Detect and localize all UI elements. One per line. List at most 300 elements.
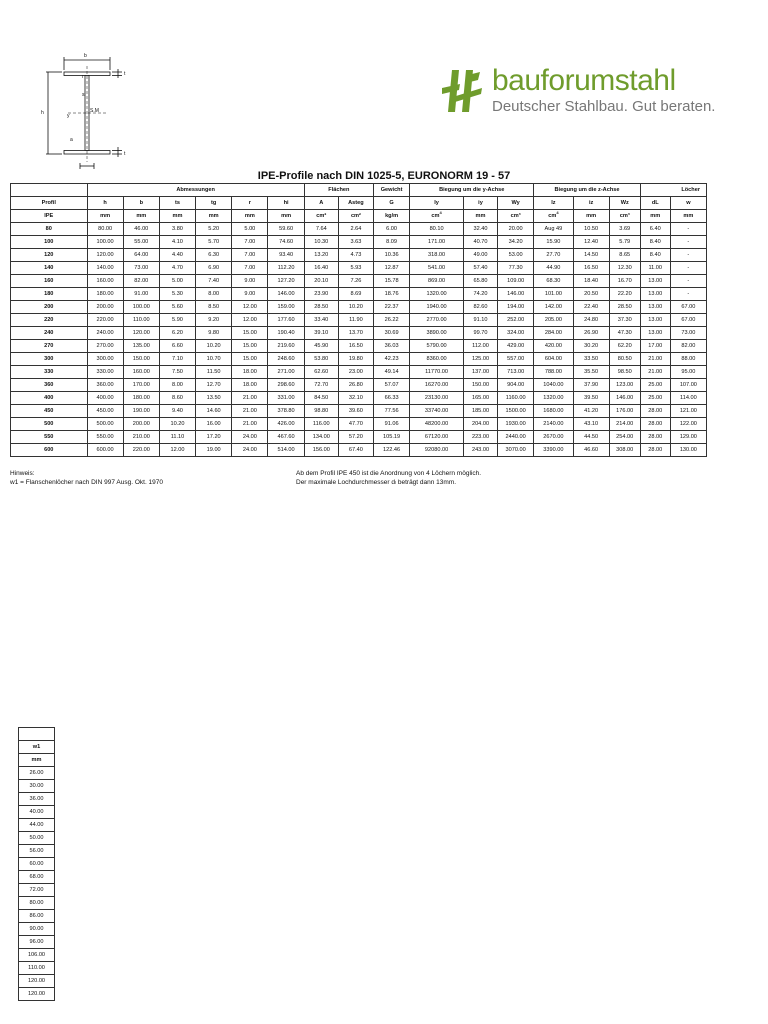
table-cell: 7.40: [196, 275, 232, 288]
w1-table-blank: [19, 728, 55, 741]
table-cell: 205.00: [534, 314, 573, 327]
table-cell: 500.00: [87, 418, 123, 431]
table-cell: 46.00: [123, 223, 159, 236]
table-cell: 10.30: [304, 236, 338, 249]
table-cell: 3070.00: [498, 444, 534, 457]
table-cell: 180.00: [123, 392, 159, 405]
table-cell: 3.69: [609, 223, 640, 236]
profile-name-cell: 270: [11, 340, 88, 353]
table-cell: 95.00: [670, 366, 706, 379]
table-cell: 101.00: [534, 288, 573, 301]
table-cell: 300.00: [87, 353, 123, 366]
table-cell: 9.00: [232, 275, 268, 288]
profile-name-cell: 160: [11, 275, 88, 288]
table-cell: 28.50: [609, 301, 640, 314]
table-cell: 72.70: [304, 379, 338, 392]
label-t-top: t: [124, 71, 126, 77]
table-cell: 57.20: [338, 431, 373, 444]
table-cell: 514.00: [268, 444, 304, 457]
table-cell: 9.40: [159, 405, 195, 418]
table-cell: 27.70: [534, 249, 573, 262]
table-cell: 14.50: [573, 249, 609, 262]
table-cell: 6.90: [196, 262, 232, 275]
table-cell: 35.50: [573, 366, 609, 379]
table-cell: 1160.00: [498, 392, 534, 405]
label-h: h: [41, 110, 44, 116]
table-cell: 330.00: [87, 366, 123, 379]
table-cell: 2.64: [338, 223, 373, 236]
table-cell: 150.00: [123, 353, 159, 366]
unit-text: mm: [683, 212, 694, 219]
table-cell: 146.00: [498, 288, 534, 301]
table-cell: 18.00: [232, 366, 268, 379]
table-cell: 18.40: [573, 275, 609, 288]
table-cell: 156.00: [304, 444, 338, 457]
table-cell: 243.00: [463, 444, 497, 457]
table-cell: 7.64: [304, 223, 338, 236]
table-cell: 91.10: [463, 314, 497, 327]
profile-name-cell: 400: [11, 392, 88, 405]
column-header: G: [374, 197, 410, 210]
table-cell: 190.00: [123, 405, 159, 418]
table-cell: 19.00: [196, 444, 232, 457]
table-row: [11, 327, 707, 340]
unit-cell: [11, 210, 88, 223]
column-header: tg: [196, 197, 232, 210]
table-cell: 57.40: [463, 262, 497, 275]
table-cell: 15.00: [232, 340, 268, 353]
table-cell: 7.50: [159, 366, 195, 379]
table-cell: 6.60: [159, 340, 195, 353]
table-cell: 24.80: [573, 314, 609, 327]
label-a: a: [70, 137, 73, 143]
table-cell: 21.00: [232, 392, 268, 405]
table-cell: 28.00: [640, 405, 670, 418]
group-header-blank: [11, 184, 88, 197]
table-cell: 64.00: [123, 249, 159, 262]
profile-name-cell: 140: [11, 262, 88, 275]
table-cell: 5.79: [609, 236, 640, 249]
table-cell: 21.00: [232, 418, 268, 431]
profile-name-cell: 100: [11, 236, 88, 249]
table-cell: 62.20: [609, 340, 640, 353]
table-cell: 429.00: [498, 340, 534, 353]
table-cell: 11.10: [159, 431, 195, 444]
table-cell: 1320.00: [410, 288, 464, 301]
unit-cell: [498, 210, 534, 223]
table-row: [11, 223, 707, 236]
table-cell: 6.00: [374, 223, 410, 236]
table-cell: 62.60: [304, 366, 338, 379]
w1-value: 36.00: [19, 793, 55, 806]
table-cell: 10.20: [338, 301, 373, 314]
label-s: s: [82, 92, 85, 98]
unit-cell: [196, 210, 232, 223]
table-cell: 4.40: [159, 249, 195, 262]
table-cell: 112.00: [463, 340, 497, 353]
table-cell: 378.80: [268, 405, 304, 418]
table-cell: 10.20: [196, 340, 232, 353]
table-cell: -: [670, 275, 706, 288]
table-cell: 220.00: [123, 444, 159, 457]
table-cell: 23.00: [338, 366, 373, 379]
w1-row: [19, 832, 55, 845]
table-cell: 271.00: [268, 366, 304, 379]
table-row: [11, 418, 707, 431]
unit-text: mm: [100, 212, 111, 219]
table-cell: 165.00: [463, 392, 497, 405]
label-b: b: [84, 53, 87, 59]
w1-row: [19, 962, 55, 975]
table-cell: 20.00: [498, 223, 534, 236]
w1-value: 26.00: [19, 767, 55, 780]
table-cell: 15.00: [232, 353, 268, 366]
table-cell: 21.00: [232, 405, 268, 418]
column-header: dL: [640, 197, 670, 210]
profile-name-cell: 550: [11, 431, 88, 444]
table-cell: 12.87: [374, 262, 410, 275]
unit-superscript: 4: [556, 209, 559, 215]
table-cell: -: [670, 249, 706, 262]
table-row: [11, 314, 707, 327]
table-cell: 13.00: [640, 327, 670, 340]
unit-text: mm: [650, 212, 661, 219]
table-cell: 22.40: [573, 301, 609, 314]
table-cell: 6.20: [159, 327, 195, 340]
group-header-biegung-y: Biegung um die y-Achse: [410, 184, 534, 197]
table-cell: 170.00: [123, 379, 159, 392]
w1-row: [19, 910, 55, 923]
table-cell: 67.40: [338, 444, 373, 457]
table-cell: 13.70: [338, 327, 373, 340]
table-cell: 129.00: [670, 431, 706, 444]
table-cell: 7.00: [232, 262, 268, 275]
table-cell: 214.00: [609, 418, 640, 431]
column-header: iz: [573, 197, 609, 210]
table-cell: 30.20: [573, 340, 609, 353]
unit-text: cm³: [510, 212, 521, 219]
table-cell: 254.00: [609, 431, 640, 444]
table-cell: 73.00: [670, 327, 706, 340]
table-cell: 18.76: [374, 288, 410, 301]
w1-row: [19, 858, 55, 871]
table-cell: 77.56: [374, 405, 410, 418]
table-cell: 47.70: [338, 418, 373, 431]
table-cell: 20.10: [304, 275, 338, 288]
table-cell: Aug 49: [534, 223, 573, 236]
unit-cell: [232, 210, 268, 223]
w1-value: 120.00: [19, 988, 55, 1001]
table-cell: 9.80: [196, 327, 232, 340]
table-cell: 127.20: [268, 275, 304, 288]
w1-value: 44.00: [19, 819, 55, 832]
table-cell: 25.00: [640, 379, 670, 392]
table-cell: 12.00: [232, 301, 268, 314]
table-cell: 8.50: [196, 301, 232, 314]
table-cell: 6.40: [640, 223, 670, 236]
table-cell: 15.78: [374, 275, 410, 288]
column-header: ts: [159, 197, 195, 210]
table-cell: 450.00: [87, 405, 123, 418]
unit-cell: [410, 210, 464, 223]
table-cell: 48200.00: [410, 418, 464, 431]
profile-name-cell: 330: [11, 366, 88, 379]
table-cell: 32.40: [463, 223, 497, 236]
table-cell: 112.20: [268, 262, 304, 275]
table-cell: 121.00: [670, 405, 706, 418]
table-cell: 67.00: [670, 314, 706, 327]
table-cell: 25.00: [640, 392, 670, 405]
table-cell: 82.00: [670, 340, 706, 353]
table-cell: 3390.00: [534, 444, 573, 457]
w1-header: w1: [19, 741, 55, 754]
table-cell: 14.60: [196, 405, 232, 418]
w1-row: [19, 949, 55, 962]
table-cell: 24.00: [232, 431, 268, 444]
table-cell: 5.93: [338, 262, 373, 275]
label-y: y: [67, 113, 70, 119]
profile-name-cell: 240: [11, 327, 88, 340]
table-cell: 400.00: [87, 392, 123, 405]
table-cell: 8.00: [196, 288, 232, 301]
table-cell: 219.60: [268, 340, 304, 353]
table-cell: -: [670, 288, 706, 301]
table-cell: 4.70: [159, 262, 195, 275]
w1-value: 56.00: [19, 845, 55, 858]
table-cell: 84.50: [304, 392, 338, 405]
table-cell: 66.33: [374, 392, 410, 405]
table-cell: 67.00: [670, 301, 706, 314]
table-cell: 98.50: [609, 366, 640, 379]
profile-name-cell: 80: [11, 223, 88, 236]
w1-row: [19, 897, 55, 910]
table-cell: 107.00: [670, 379, 706, 392]
table-cell: 16.50: [573, 262, 609, 275]
table-cell: 67120.00: [410, 431, 464, 444]
table-cell: 33740.00: [410, 405, 464, 418]
unit-text: IPE: [44, 212, 54, 219]
table-cell: 240.00: [87, 327, 123, 340]
table-cell: 37.90: [573, 379, 609, 392]
table-cell: 135.00: [123, 340, 159, 353]
table-cell: 13.00: [640, 301, 670, 314]
table-cell: 4.10: [159, 236, 195, 249]
table-cell: 125.00: [463, 353, 497, 366]
table-cell: 109.00: [498, 275, 534, 288]
table-cell: 9.20: [196, 314, 232, 327]
table-cell: 44.90: [534, 262, 573, 275]
w1-value: 30.00: [19, 780, 55, 793]
table-cell: 18.00: [232, 379, 268, 392]
table-cell: 110.00: [123, 314, 159, 327]
table-cell: 1680.00: [534, 405, 573, 418]
unit-text: kg/m: [385, 212, 399, 219]
note-max-diameter: Der maximale Lochdurchmesser dₗ beträgt dann 13mm.: [296, 479, 457, 486]
unit-text: mm: [208, 212, 219, 219]
table-cell: 82.00: [123, 275, 159, 288]
group-header-biegung-z: Biegung um die z-Achse: [534, 184, 641, 197]
table-cell: 100.00: [87, 236, 123, 249]
table-cell: 24.00: [232, 444, 268, 457]
table-cell: 2440.00: [498, 431, 534, 444]
table-cell: 16.70: [609, 275, 640, 288]
table-cell: 4.73: [338, 249, 373, 262]
table-cell: 176.00: [609, 405, 640, 418]
table-cell: 91.00: [123, 288, 159, 301]
column-header: Iz: [534, 197, 573, 210]
table-cell: 92080.00: [410, 444, 464, 457]
table-cell: 1930.00: [498, 418, 534, 431]
label-sm: S.M: [90, 108, 99, 114]
table-cell: 1040.00: [534, 379, 573, 392]
w1-row: [19, 819, 55, 832]
table-cell: 114.00: [670, 392, 706, 405]
table-cell: 146.00: [268, 288, 304, 301]
note-4-holes: Ab dem Profil IPE 450 ist die Anordnung von 4 Löchern möglich.: [296, 470, 481, 477]
table-cell: 713.00: [498, 366, 534, 379]
table-row: [11, 379, 707, 392]
column-header: h: [87, 197, 123, 210]
table-cell: 223.00: [463, 431, 497, 444]
notes-left: [10, 469, 163, 487]
profile-name-cell: 180: [11, 288, 88, 301]
table-cell: 28.50: [304, 301, 338, 314]
w1-row: [19, 923, 55, 936]
table-cell: 7.10: [159, 353, 195, 366]
table-row: [11, 392, 707, 405]
unit-cell: [670, 210, 706, 223]
table-cell: 8.65: [609, 249, 640, 262]
table-cell: 204.00: [463, 418, 497, 431]
table-cell: 13.00: [640, 288, 670, 301]
table-row: [11, 444, 707, 457]
table-cell: 8.40: [640, 236, 670, 249]
table-row: [11, 366, 707, 379]
table-cell: 604.00: [534, 353, 573, 366]
w1-value: 110.00: [19, 962, 55, 975]
w1-row: [19, 975, 55, 988]
table-cell: 47.30: [609, 327, 640, 340]
profile-name-cell: 500: [11, 418, 88, 431]
table-cell: 12.40: [573, 236, 609, 249]
table-cell: 318.00: [410, 249, 464, 262]
table-cell: 37.30: [609, 314, 640, 327]
table-cell: 171.00: [410, 236, 464, 249]
w1-row: [19, 871, 55, 884]
w1-value: 72.00: [19, 884, 55, 897]
table-cell: 120.00: [87, 249, 123, 262]
table-cell: 200.00: [87, 301, 123, 314]
table-cell: 12.00: [232, 314, 268, 327]
table-row: [11, 431, 707, 444]
label-t-bottom: t: [124, 151, 126, 157]
table-cell: 160.00: [87, 275, 123, 288]
unit-cell: [338, 210, 373, 223]
table-cell: 7.00: [232, 236, 268, 249]
table-cell: 146.00: [609, 392, 640, 405]
table-cell: 137.00: [463, 366, 497, 379]
table-cell: 2670.00: [534, 431, 573, 444]
table-cell: 13.20: [304, 249, 338, 262]
note-w1: w1 = Flanschenlöcher nach DIN 997 Ausg. Okt. 1970: [10, 479, 164, 486]
profile-name-cell: 360: [11, 379, 88, 392]
table-cell: 93.40: [268, 249, 304, 262]
w1-value: 86.00: [19, 910, 55, 923]
table-cell: 26.80: [338, 379, 373, 392]
table-cell: 57.07: [374, 379, 410, 392]
group-header-flaechen: Flächen: [304, 184, 373, 197]
profile-name-cell: 300: [11, 353, 88, 366]
table-cell: 210.00: [123, 431, 159, 444]
table-row: [11, 340, 707, 353]
table-cell: 33.40: [304, 314, 338, 327]
column-header: r: [232, 197, 268, 210]
table-cell: 21.00: [640, 353, 670, 366]
table-cell: 160.00: [123, 366, 159, 379]
table-cell: 8.69: [338, 288, 373, 301]
column-header: hi: [268, 197, 304, 210]
table-cell: 140.00: [87, 262, 123, 275]
unit-cell: [304, 210, 338, 223]
table-cell: 600.00: [87, 444, 123, 457]
table-cell: 116.00: [304, 418, 338, 431]
table-cell: 30.69: [374, 327, 410, 340]
w1-value: 50.00: [19, 832, 55, 845]
table-cell: 9.00: [232, 288, 268, 301]
bauforumstahl-logo: [442, 62, 716, 122]
table-cell: 150.00: [463, 379, 497, 392]
profile-name-cell: 200: [11, 301, 88, 314]
column-header: A: [304, 197, 338, 210]
table-cell: 869.00: [410, 275, 464, 288]
table-cell: 39.60: [338, 405, 373, 418]
column-header: iy: [463, 197, 497, 210]
table-cell: 17.20: [196, 431, 232, 444]
table-row: [11, 249, 707, 262]
unit-text: mm: [244, 212, 255, 219]
table-cell: 13.00: [640, 314, 670, 327]
table-cell: 331.00: [268, 392, 304, 405]
table-cell: 134.00: [304, 431, 338, 444]
table-cell: 46.60: [573, 444, 609, 457]
table-cell: 74.20: [463, 288, 497, 301]
table-cell: 190.40: [268, 327, 304, 340]
unit-cell: [159, 210, 195, 223]
table-cell: 82.60: [463, 301, 497, 314]
table-cell: 5.20: [196, 223, 232, 236]
unit-text: cm²: [350, 212, 361, 219]
table-cell: 49.14: [374, 366, 410, 379]
table-cell: 194.00: [498, 301, 534, 314]
table-cell: 11.50: [196, 366, 232, 379]
table-cell: 11.00: [640, 262, 670, 275]
w1-value: 60.00: [19, 858, 55, 871]
table-cell: 324.00: [498, 327, 534, 340]
table-cell: 5.60: [159, 301, 195, 314]
page-title: IPE-Profile nach DIN 1025-5, EURONORM 19 - 57: [257, 170, 511, 182]
table-cell: 40.70: [463, 236, 497, 249]
table-cell: 20.50: [573, 288, 609, 301]
table-cell: 12.70: [196, 379, 232, 392]
table-cell: 80.10: [410, 223, 464, 236]
table-cell: 80.50: [609, 353, 640, 366]
unit-cell: [573, 210, 609, 223]
table-cell: 541.00: [410, 262, 464, 275]
table-cell: 10.36: [374, 249, 410, 262]
table-cell: 105.19: [374, 431, 410, 444]
table-cell: 7.26: [338, 275, 373, 288]
table-cell: 17.00: [640, 340, 670, 353]
